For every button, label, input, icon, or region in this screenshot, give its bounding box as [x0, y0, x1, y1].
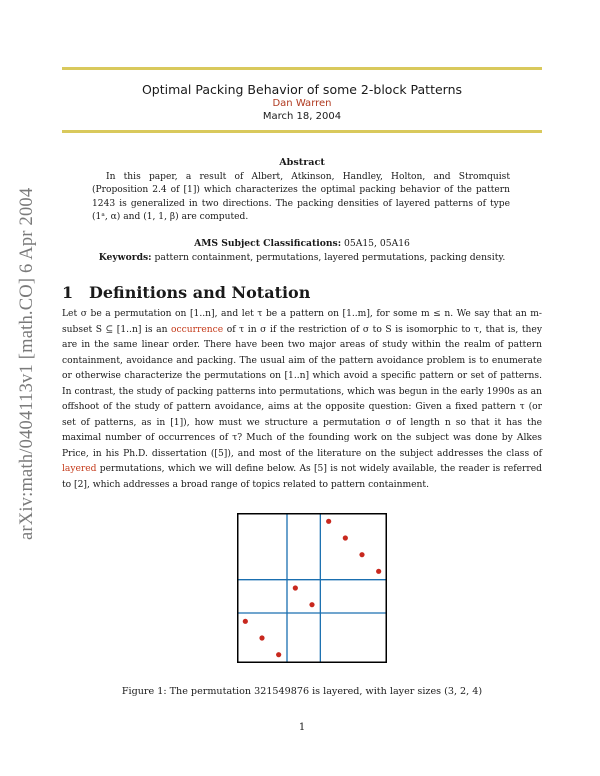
- paper-author[interactable]: Dan Warren: [272, 98, 332, 109]
- data-point-1: [243, 619, 248, 624]
- abstract-text: In this paper, a result of Albert, Atkinson, Handley, Holton, and Stromquist (Proposition 2.4 of [1]) which characterizes the optimal packing behavior of the pattern 1243 is generalized in two directions. The packing densities of layered patterns of type (1ᵃ, α) and (1, 1, β) are computed.: [92, 172, 510, 222]
- data-point-5: [309, 602, 314, 607]
- paper-title: Optimal Packing Behavior of some 2-block Patterns: [141, 82, 463, 97]
- data-point-4: [293, 585, 298, 590]
- section-paragraph: [62, 307, 542, 493]
- data-point-7: [343, 535, 348, 540]
- paper-date: March 18, 2004: [262, 111, 342, 122]
- keywords-value: pattern containment, permutations, layered permutations, packing density.: [154, 252, 506, 263]
- section-number: 1: [62, 283, 74, 302]
- link-occurrence[interactable]: occurrence: [171, 324, 224, 335]
- paragraph-part-3: permutations, which we will define below. As [5] is not widely available, the reader is referred to [2], which addresses a broad range of topics related to pattern containment.: [62, 464, 542, 490]
- figure-frame: [238, 514, 387, 663]
- title-block: [62, 82, 542, 123]
- abstract-heading: Abstract: [279, 157, 325, 168]
- paragraph-part-1: Let σ be a permutation on [1..n], and let τ be a pattern on [1..m], for some m ≤ n. We say that an m-subset S ⊆ [1..n] is an: [62, 309, 542, 335]
- section-title: Definitions and Notation: [89, 283, 311, 302]
- bottom-rule: [62, 130, 542, 133]
- ams-classification: [62, 237, 542, 250]
- figure-caption: Figure 1: The permutation 321549876 is layered, with layer sizes (3, 2, 4): [121, 686, 483, 697]
- ams-value: 05A15, 05A16: [344, 238, 410, 249]
- figure-points: [243, 519, 382, 658]
- link-layered[interactable]: layered: [62, 464, 97, 474]
- figure-grid: [237, 513, 387, 663]
- paragraph-part-2: of τ in σ if the restriction of σ to S is isomorphic to τ, that is, they are in the same linear order. There have been two major areas of study within the realm of pattern containment, avoidance and packing. The usual aim of the pattern avoidance problem is to enumerate or otherwise characterize the permutations on [1..n] which avoid a specific pattern or set of patterns. In contrast, the study of packing patterns into permutations, which was begun in the early 1990s as an offshoot of the study of pattern avoidance, aims at the opposite question: Given a fixed pattern τ (or set of patterns, as in [1]), how must we structure a permutation σ of length n so that it has the maximal number of occurrences of τ? Much of the founding work on the subject was done by Alkes Price, in his Ph.D. dissertation ([5]), and most of the literature on the subject addresses the class of: [62, 324, 542, 459]
- keywords-label: Keywords:: [98, 252, 152, 263]
- data-point-2: [259, 635, 264, 640]
- page-number: 1: [298, 722, 306, 733]
- arxiv-identifier: arXiv:math/0404113v1 [math.CO] 6 Apr 2004: [17, 187, 37, 540]
- figure-permutation-plot: [237, 513, 387, 663]
- ams-label: AMS Subject Classifications:: [194, 238, 342, 249]
- data-point-6: [326, 519, 331, 524]
- top-rule: [62, 67, 542, 70]
- data-point-8: [359, 552, 364, 557]
- data-point-3: [276, 652, 281, 657]
- section-heading: [62, 283, 310, 302]
- keywords: [62, 251, 542, 264]
- data-point-9: [376, 569, 381, 574]
